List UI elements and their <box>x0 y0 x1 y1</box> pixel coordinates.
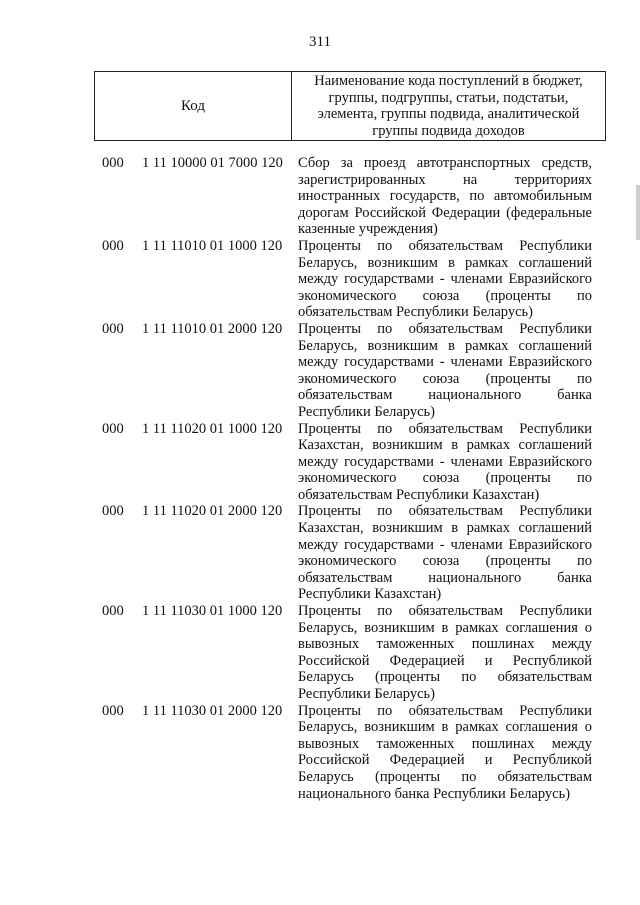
table-row <box>102 238 596 321</box>
table-row <box>102 703 596 803</box>
income-description: Проценты по обязательствам Республики Казахстан, возникшим в рамках соглашений между государствами - членами Евразийского экономического союза (проценты по обязательствам национального банка Республики Казахстан) <box>298 503 592 603</box>
income-code: 1 11 11010 01 2000 120 <box>142 320 283 337</box>
table-row <box>102 603 596 703</box>
admin-code: 000 <box>102 503 124 520</box>
table-row <box>102 421 596 504</box>
income-code-list <box>102 155 596 802</box>
table-row <box>102 503 596 603</box>
table-row <box>102 321 596 421</box>
income-code: 1 11 11030 01 2000 120 <box>142 702 283 719</box>
income-description: Проценты по обязательствам Республики Беларусь, возникшим в рамках соглашения о вывозных таможенных пошлинах между Российской Федерацией и Республикой Беларусь (проценты по обязательствам Республики Беларусь) <box>298 603 592 702</box>
income-description: Проценты по обязательствам Республики Беларусь, возникшим в рамках соглашения о вывозных таможенных пошлинах между Российской Федерацией и Республикой Беларусь (проценты по обязательствам национального банка Республики Беларусь) <box>298 702 592 802</box>
income-description: Проценты по обязательствам Республики Казахстан, возникшим в рамках соглашений между государствами - членами Евразийского экономического союза (проценты по обязательствам Республики Казахстан) <box>298 420 592 503</box>
page-number: 311 <box>309 34 331 50</box>
header-code-cell: Код <box>95 72 292 140</box>
admin-code: 000 <box>102 155 124 171</box>
table-row <box>102 155 596 238</box>
income-code: 1 11 10000 01 7000 120 <box>142 155 283 171</box>
income-description: Сбор за проезд автотранспортных средств, зарегистрированных на территориях иностранных государств, по автомобильным дорогам Российской Федерации (федеральные казенные учреждения) <box>298 155 592 238</box>
income-description: Проценты по обязательствам Республики Беларусь, возникшим в рамках соглашений между государствами - членами Евразийского экономического союза (проценты по обязательствам Республики Беларусь) <box>298 237 592 321</box>
header-name-cell: Наименование кода поступлений в бюджет, группы, подгруппы, статьи, подстатьи, элемента, группы подвида, аналитической группы подвида доходов <box>314 73 583 139</box>
income-code: 1 11 11020 01 2000 120 <box>142 503 283 520</box>
admin-code: 000 <box>102 702 124 719</box>
income-code: 1 11 11010 01 1000 120 <box>142 237 283 254</box>
income-code: 1 11 11030 01 1000 120 <box>142 603 283 620</box>
admin-code: 000 <box>102 237 124 254</box>
admin-code: 000 <box>102 420 124 437</box>
scan-edge-mark <box>636 185 640 240</box>
admin-code: 000 <box>102 320 124 337</box>
income-description: Проценты по обязательствам Республики Беларусь, возникшим в рамках соглашений между государствами - членами Евразийского экономического союза (проценты по обязательствам национального банка Республики Беларусь) <box>298 320 592 420</box>
table-header <box>94 71 606 141</box>
income-code: 1 11 11020 01 1000 120 <box>142 420 283 437</box>
admin-code: 000 <box>102 603 124 620</box>
